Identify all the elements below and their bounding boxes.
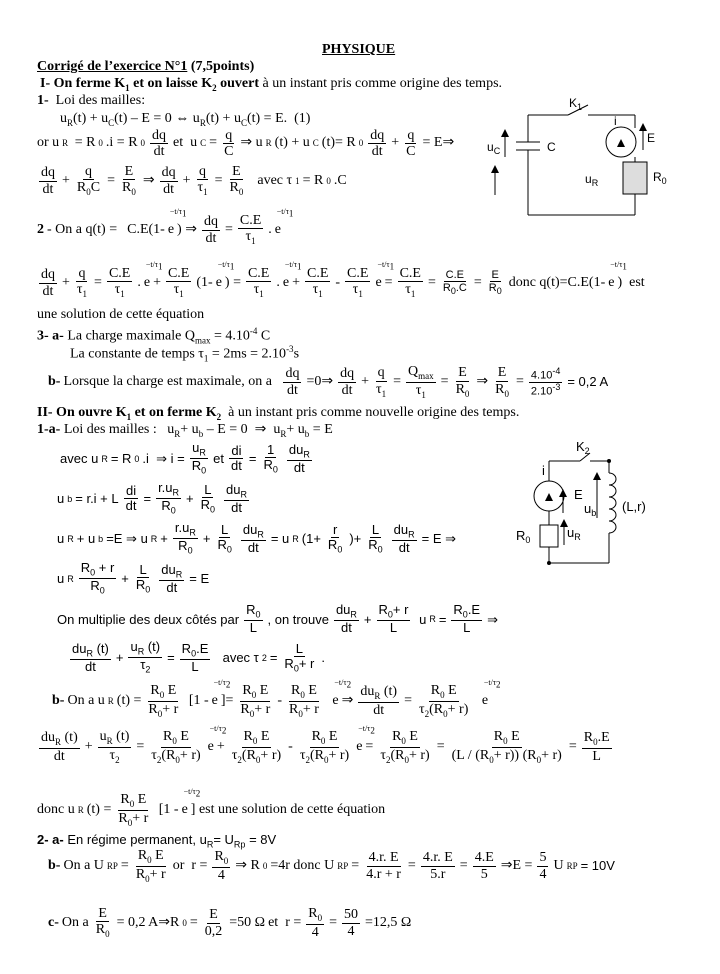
eq-loi-mailles: $u_R(t) + u_C(t) - E = 0$ ⇔ $u_R(t) + u_C(t) = E$. (1) [60, 111, 311, 128]
circuit1-res-label: $R_0$ [653, 170, 667, 186]
eq-diff-1: dq dt + q $R_0C$ = E $R_0$ ⇒ dq dt + q $\tau_1$ = E $R_0$ avec τ 1 = R 0 .C [41, 164, 347, 198]
circuit1-ures-label: $u_R$ [585, 172, 599, 188]
part2-q2b: b- On a U RP = $R_0$ E $R_0+ r$ or r = $R_0$ 4 ⇒ R 0 =4r donc U RP = 4.r. E 4.r + r = 4.r. E 5.r = 4.E 5 ⇒E = 5 4 U RP = 10V [48, 848, 615, 884]
junction-top-icon [607, 459, 611, 463]
circuit2-gen-label: E [574, 487, 583, 502]
part1-q1: 1- Loi des mailles: [37, 93, 146, 108]
circuit2-coil-label: (L,r) [622, 499, 646, 514]
exercise-heading [37, 59, 254, 76]
eq-ur-factor: u R $R_0 + r$ $R_0$ + L $R_0$ $du_R$ dt = E [57, 560, 210, 597]
eq-ur-r0i: avec u R = R 0 .i ⇒ i = $u_R$ $R_0$ et di dt = 1 $R_0$ $du_R$ dt [60, 440, 310, 477]
circuit-rc-diagram [485, 95, 685, 220]
eq-verify: dq dt + q $\tau_1$ = C.E $\tau_1$ . e $-t/\tau_1$ + C.E $\tau_1$ (1- e $-t/\tau_1$ ) = C.E $\tau_1$ . e $-t/\tau_1$ + C.E $\tau_1$ - C.E $\tau_1$ e $-t/\tau_1$ = C.E $\tau_1$ = C.E $R_0.C$ = E $R_0$ donc q(t)=C.E(1- e $-t/\tau_1$ ) est [41, 259, 645, 300]
circuit1-cap-label: C [547, 140, 556, 154]
part1-intro-bold: I- On ferme $K_1$ et on laisse $K_2$ ouvert [40, 76, 259, 93]
part1-q3b: b- Lorsque la charge est maximale, on a dq dt =0⇒ dq dt + q $\tau_1$ = $Q_{max}$ $\tau_1$ = E $R_0$ ⇒ E $R_0$ = $\frac{4.10^{-4}}{2.10^{-3}}$ = 0,2 A [48, 364, 609, 400]
part2-q2c: c- On a E $R_0$ = 0,2 A⇒R 0 = $\frac{E}{0,2}$ =50 Ω et r = $R_0$ 4 = $\frac{50}{4}$ =12,5 Ω [48, 906, 412, 940]
part1-tau: La constante de temps $\tau_1 = 2ms = 2.10^{-3}s$ [70, 344, 300, 364]
circuit1-current-label: i [614, 114, 617, 128]
part1-solution-text: une solution de cette équation [37, 307, 205, 322]
part1-intro [40, 76, 502, 94]
part2-intro-bold: II- On ouvre $K_1$ et on ferme $K_2$ [37, 405, 222, 422]
page-title: PHYSIQUE [322, 42, 396, 57]
part2-intro-rest: à un instant pris comme nouvelle origine des temps. [228, 405, 520, 420]
circuit1-switch-label: $K_1$ [569, 96, 583, 112]
part1-intro-rest: à un instant pris comme origine des temps. [262, 76, 503, 91]
part2-intro [37, 405, 519, 423]
circuit2-ub-label: $u_b$ [584, 501, 597, 518]
eq-multiply: On multiplie des deux côtés par $R_0$ L , on trouve $du_R$ dt + $R_0+ r$ L u R = $R_0.E$ L ⇒ [57, 602, 499, 636]
part2-q1a: 1-a- Loi des mailles : $u_R+ u_b - E = 0$ ⇒ $u_R+ u_b = E$ [37, 422, 333, 439]
circuit-rl-diagram [512, 433, 662, 573]
heading-text: Corrigé de l’exercice N°1 [37, 59, 188, 74]
circuit1-ucap-label: $u_C$ [487, 140, 501, 156]
circuit2-res-label: $R_0$ [516, 528, 531, 545]
circuit2-current-label: i [542, 463, 545, 478]
circuit2-switch-label: $K_2$ [576, 439, 590, 456]
eq-solution-2: donc u R (t) = $R_0$ E $R_0+ r$ [1 - e $-t/\tau_2$ ] est une solution de cette équation [37, 786, 386, 828]
circuit2-ur-label: $u_R$ [567, 525, 581, 542]
eq-or-ur: or u R = R 0 .i = R 0 dq dt et u C = q C ⇒ u R (t) + u C (t)= R 0 dq dt + q C = E⇒ [37, 128, 455, 160]
eq-sum: u R + u b =E ⇒ u R + $r.u_R$ $R_0$ + L $R_0$ $du_R$ dt = u R (1+ r $R_0$ )+ L $R_0$ $du_R$ dt = E ⇒ [57, 520, 457, 557]
eq-q-t: 2 - On a q(t) = C.E(1- e $-t/\tau_1$ ) ⇒ dq dt = C.E $\tau_1$ . e $-t/\tau_1$ [37, 206, 294, 247]
eq-ub: u b = r.i + L di dt = $r.u_R$ $R_0$ + L $R_0$ $du_R$ dt [57, 480, 247, 517]
heading-points: (7,5points) [190, 59, 255, 74]
circuit1-gen-label: E [647, 131, 656, 145]
eq-verify-2: $du_R$ (t) dt + $u_R$ (t) $\tau_2$ = $R_0$ E $\tau_2(R_0+ r)$ e $-t/\tau_2$ + $R_0$ E $\tau_2(R_0+ r)$ - $R_0$ E $\tau_2(R_0+ r)$ e $-t/\tau_2$ = $R_0$ E $\tau_2(R_0+ r)$ = $R_0$ E $(L / (R_0+ r))$ $(R_0+ r)$ = $R_0.E$ L [41, 723, 610, 765]
part2-q2a: 2- a- En régime permanent, $u_R= U_{Rp} = 8V$ [37, 832, 277, 850]
eq-diff-2: $du_R$ (t) dt + $u_R$ (t) $\tau_2$ = $R_0.E$ L avec τ 2 = L $R_0+ r$ . [72, 639, 325, 676]
eq-ur-t: b- On a u R (t) = $R_0$ E $R_0+ r$ [1 - e $-t/\tau_2$ ]= $R_0$ E $R_0+ r$ - $R_0$ E $R_0+ r$ e $-t/\tau_2$ ⇒ $du_R$ (t) dt = $R_0$ E $\tau_2(R_0+ r)$ e $-t/\tau_2$ [52, 677, 501, 719]
part1-q3a: 3- a- La charge maximale $Q_{max} = 4.10^{-4}$ C [37, 326, 271, 346]
junction-bottom-icon [547, 561, 551, 565]
